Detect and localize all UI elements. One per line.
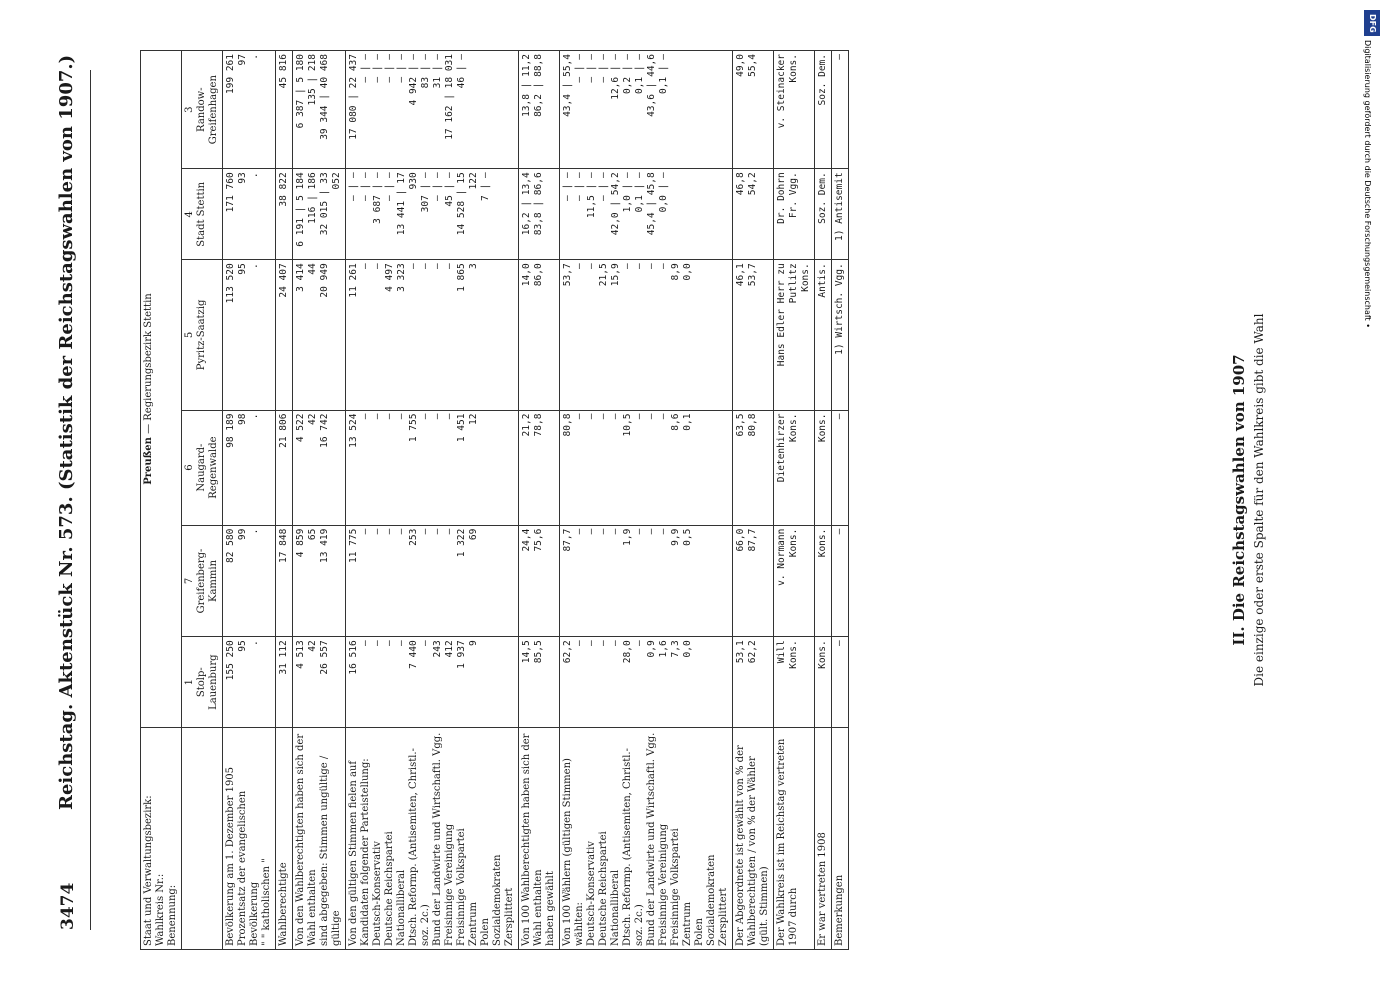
table-cell: 3 414 44 20 949 (293, 260, 346, 410)
row-label: Er war vertreten 1908 (815, 728, 832, 950)
row-label: Wahlberechtigte (276, 728, 293, 950)
table-cell: 43,4 | 55,4 — | — — | — — | — 12,6 | — 0,2 | — 0,1 | — 43,6 | 44,6 0,1 | — (560, 51, 733, 169)
table-cell: 155 250 95 . (223, 637, 276, 728)
name-label: Benennung: (167, 884, 178, 946)
table-cell: 113 520 95 . (223, 260, 276, 410)
table-cell: 87,7 — — — — 1,9 — — — 9,9 0,5 (560, 525, 733, 637)
table-cell: 1) Wirtsch. Vgg. (832, 260, 849, 410)
table-cell: 62,2 — — — — 28,0 — 0,9 1,6 7,3 0,0 (560, 637, 733, 728)
table-row (276, 51, 293, 950)
row-label: Der Abgeordnete ist gewählt von % der Wahlberechtigten / von % der Wähler (gült. Stimmen) (733, 728, 774, 950)
table-cell: Dietenhirzer Kons. (774, 410, 815, 525)
table-cell: 38 822 (276, 169, 293, 260)
table-cell: 16 516 — — — — 7 440 — 243 412 1 937 9 (346, 637, 519, 728)
table-cell: 46,1 53,7 (733, 260, 774, 410)
table-cell: 80,8 — — — — 10,5 — — — 8,6 0,1 (560, 410, 733, 525)
table-row (815, 51, 832, 950)
table-cell: Antis. (815, 260, 832, 410)
digitization-note: Digitalisierung gefördert durch die Deutsche Forschungsgemeinschaft • (1363, 40, 1372, 328)
table-row (223, 51, 276, 950)
table-cell: Will Kons. (774, 637, 815, 728)
column-header: 4 Stadt Stettin (182, 169, 223, 260)
table-cell: 82 580 99 . (223, 525, 276, 637)
column-header: 1 Stolp-Lauenburg (182, 637, 223, 728)
table-cell: 63,5 80,8 (733, 410, 774, 525)
table-cell: — | — — | — 11,5 | — — | — 42,0 | 54,2 1,0 | — 0,1 | — 45,4 | 45,8 0,0 | — (560, 169, 733, 260)
table-row (560, 51, 733, 950)
section-heading-block (1230, 70, 1266, 930)
column-header: 6 Naugard-Regenwalde (182, 410, 223, 525)
row-label: Bemerkungen (832, 728, 849, 950)
dfg-logo: DFG (1364, 10, 1380, 36)
table-cell: 14,5 85,5 (519, 637, 560, 728)
table-cell: Soz. Dem. (815, 51, 832, 169)
right-margin-strip (1361, 0, 1383, 1000)
table-cell: 24 407 (276, 260, 293, 410)
table-cell: 53,1 62,2 (733, 637, 774, 728)
table-cell: 21,2 78,8 (519, 410, 560, 525)
table-cell: 11 261 — — 4 497 3 323 — — — — 1 865 3 (346, 260, 519, 410)
table-cell: Kons. (815, 525, 832, 637)
table-cell: 31 112 (276, 637, 293, 728)
table-cell: Hans Edler Herr zu Putlitz Kons. (774, 260, 815, 410)
column-header-row (182, 51, 223, 950)
table-cell: 17 848 (276, 525, 293, 637)
row-label: Von den gültigen Stimmen fielen auf Kandidaten folgender Parteistellung: Deutsch-Konservativ Deutsche Reichspartei Nationalliberal Dtsch. Reformp. (Antisemiten, Christl.-soz. 2c.) Bund der Landwirte und Wirtschaftl. Vgg. Freisinnige Vereinigung Freisinnige Volkspartei Zentrum Polen Sozialdemokraten Zersplittert (346, 728, 519, 950)
wahlkreis-label: Wahlkreis (155, 895, 166, 946)
nr-label: Nr.: (155, 873, 166, 893)
table-cell: 199 261 97 . (223, 51, 276, 169)
state-header-cell (141, 728, 182, 950)
table-cell: 4 522 42 16 742 (293, 410, 346, 525)
table-cell: Kons. (815, 410, 832, 525)
row-label: Von 100 Wahlberechtigten haben sich der Wahl enthalten haben gewählt (519, 728, 560, 950)
table-row (519, 51, 560, 950)
table-cell: v. Normann Kons. (774, 525, 815, 637)
table-row (832, 51, 849, 950)
table-cell: 46,8 54,2 (733, 169, 774, 260)
table-cell: 17 080 | 22 437 — | — — | — — | — — | — 4 942 | — 83 | — 31 | — 17 162 | 18 031 46 | — (346, 51, 519, 169)
table-cell: 13 524 — — — — 1 755 — — — 1 451 12 (346, 410, 519, 525)
district-name: Regierungsbezirk Stettin (143, 293, 154, 421)
table-cell: 171 760 93 . (223, 169, 276, 260)
state-name: Preußen (143, 437, 154, 485)
table-cell: 6 387 | 5 180 135 | 218 39 344 | 40 468 (293, 51, 346, 169)
table-cell: 21 806 (276, 410, 293, 525)
table-cell: 13,8 | 11,2 86,2 | 88,8 (519, 51, 560, 169)
page-number: 3474 (58, 882, 78, 930)
table-cell: 53,7 — — 21,5 15,9 — — — — 8,9 0,0 (560, 260, 733, 410)
section-subheading: Die einzige oder erste Spalte für den Wahlkreis gibt die Wahl (1252, 313, 1266, 687)
table-cell: Soz. Dem. (815, 169, 832, 260)
column-header: 5 Pyritz-Saatzig (182, 260, 223, 410)
table-cell: 66,0 87,7 (733, 525, 774, 637)
row-label: Von den Wahlberechtigten haben sich der Wahl enthalten sind abgegeben: Stimmen ungültige / gültige (293, 728, 346, 950)
table-cell: — (832, 51, 849, 169)
table-row (774, 51, 815, 950)
table-cell: 4 513 42 26 557 (293, 637, 346, 728)
section-heading: II. Die Reichstagswahlen von 1907 (1230, 354, 1248, 646)
table-cell: — | — — | — 3 687 | — — | — 13 441 | 17 930 307 | — — | — 45 | — 14 528 | 15 122 7 | — (346, 169, 519, 260)
table-row (346, 51, 519, 950)
table-row (733, 51, 774, 950)
table-cell: 98 189 98 . (223, 410, 276, 525)
table-cell: 6 191 | 5 184 116 | 186 32 015 | 33 052 (293, 169, 346, 260)
table-cell: 4 859 65 13 419 (293, 525, 346, 637)
table-cell: 45 816 (276, 51, 293, 169)
table-cell: 14,0 86,0 (519, 260, 560, 410)
table-cell: Kons. (815, 637, 832, 728)
region-header-cell: Preußen — Regierungsbezirk Stettin (141, 51, 182, 728)
table-cell: 1) Antisemit (832, 169, 849, 260)
table-cell: 49,0 55,4 (733, 51, 774, 169)
table-cell: — (832, 525, 849, 637)
table-cell: — (832, 637, 849, 728)
row-label: Der Wahlkreis ist im Reichstag vertreten 1907 durch (774, 728, 815, 950)
page-title: Reichstag. Aktenstück Nr. 573. (Statistik der Reichstagswahlen von 1907.) (56, 54, 77, 810)
election-statistics-table (140, 50, 849, 950)
table-cell: v. Steinacker Kons. (774, 51, 815, 169)
table-cell: 24,4 75,6 (519, 525, 560, 637)
table-cell: 11 775 — — — — 253 — — — 1 322 69 (346, 525, 519, 637)
table-cell: Dr. Dohrn Fr. Vgg. (774, 169, 815, 260)
row-label: Von 100 Wählern (gültigen Stimmen) wählten: Deutsch-Konservativ Deutsche Reichspartei Nationalliberal Dtsch. Reformp. (Antisemiten, Christl.-soz. 2c.) Bund der Landwirte und Wirtschaftl. Vgg. Freisinnige Vereinigung Freisinnige Volkspartei Zentrum Polen Sozialdemokraten Zersplittert (560, 728, 733, 950)
table-header-row (141, 51, 182, 950)
table-cell: 16,2 | 13,4 83,8 | 86,6 (519, 169, 560, 260)
column-header: 7 Greifenberg-Kammin (182, 525, 223, 637)
table-row (293, 51, 346, 950)
row-label: Bevölkerung am 1. Dezember 1905 Prozentsatz der evangelischen Bevölkerung " " katholischen " (223, 728, 276, 950)
column-header: 3 Randow-Greifenhagen (182, 51, 223, 169)
page-header (50, 54, 91, 930)
table-cell: — (832, 410, 849, 525)
state-header: Staat und Verwaltungsbezirk: (143, 795, 154, 946)
